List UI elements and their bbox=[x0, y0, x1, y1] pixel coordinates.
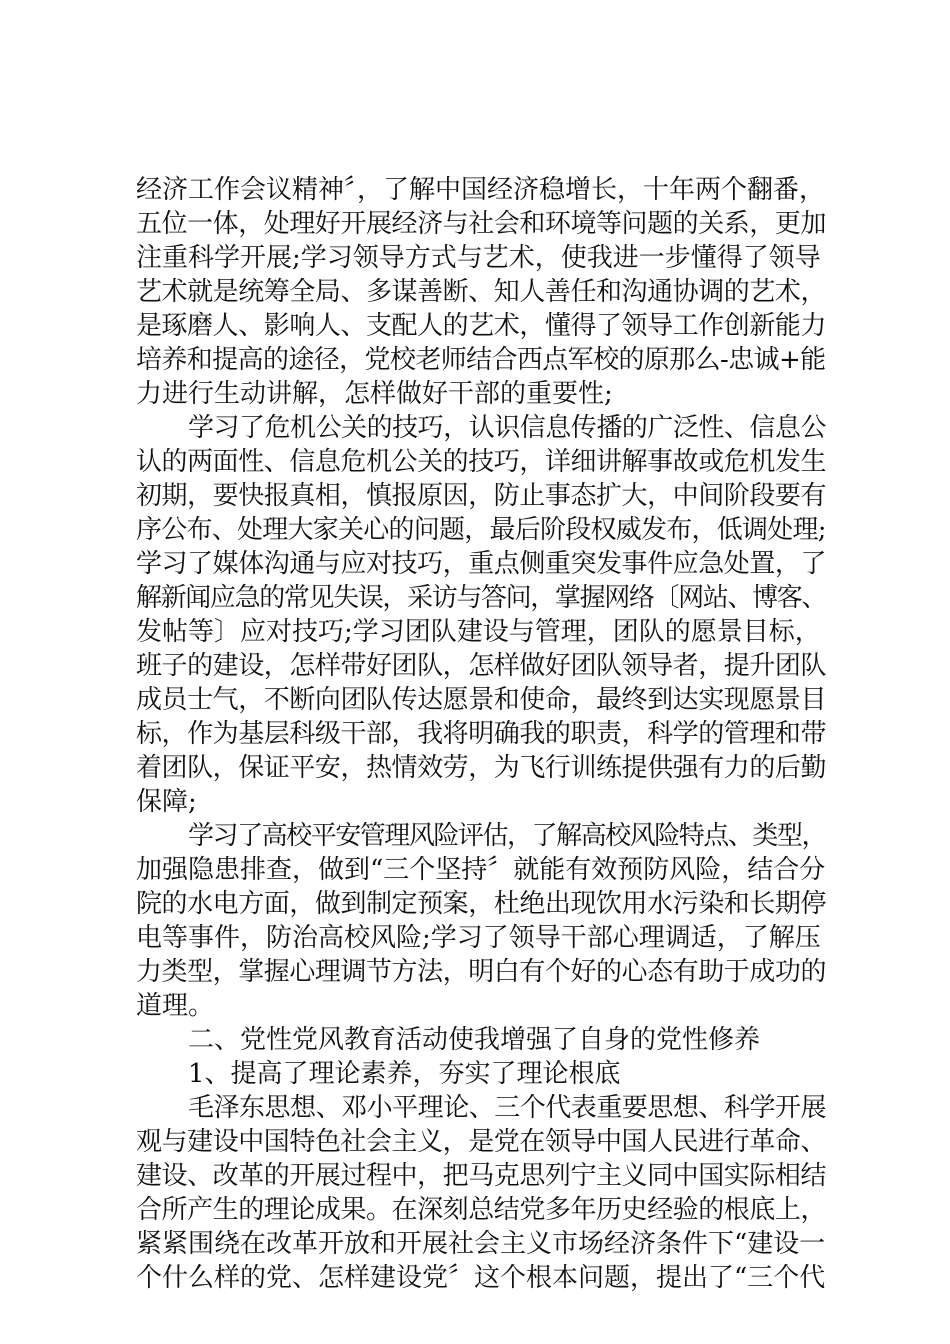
text-line: 是琢磨人、影响人、支配人的艺术，懂得了领导工作创新能力 bbox=[136, 311, 827, 341]
text-line: 着团队，保证平安，热情效劳，为飞行训练提供强有力的后勤 bbox=[136, 753, 827, 783]
text-line: 学习了危机公关的技巧，认识信息传播的广泛性、信息公 bbox=[188, 413, 827, 443]
text-line: 学习了高校平安管理风险评估，了解高校风险特点、类型， bbox=[188, 821, 827, 851]
text-line: 艺术就是统筹全局、多谋善断、知人善任和沟通协调的艺术， bbox=[136, 277, 827, 307]
text-line: 培养和提高的途径，党校老师结合西点军校的原那么-忠诚+能 bbox=[136, 345, 826, 375]
text-line: 个什么样的党、怎样建设党〞这个根本问题，提出了“三个代 bbox=[136, 1263, 826, 1293]
text-line: 力进行生动讲解，怎样做好干部的重要性; bbox=[136, 379, 613, 409]
text-line: 标，作为基层科级干部，我将明确我的职责，科学的管理和带 bbox=[136, 719, 827, 749]
text-line: 学习了媒体沟通与应对技巧，重点侧重突发事件应急处置，了 bbox=[136, 549, 827, 579]
text-line: 五位一体，处理好开展经济与社会和环境等问题的关系，更加 bbox=[136, 209, 827, 239]
text-line: 保障; bbox=[136, 787, 197, 817]
text-line: 序公布、处理大家关心的问题，最后阶段权威发布，低调处理; bbox=[136, 515, 826, 545]
text-line: 毛泽东思想、邓小平理论、三个代表重要思想、科学开展 bbox=[188, 1093, 827, 1123]
text-line: 初期，要快报真相，慎报原因，防止事态扩大，中间阶段要有 bbox=[136, 481, 827, 511]
text-line: 解新闻应急的常见失误，采访与答问，掌握网络〔网站、博客、 bbox=[136, 583, 827, 613]
text-line: 观与建设中国特色社会主义，是党在领导中国人民进行革命、 bbox=[136, 1127, 827, 1157]
text-line: 力类型，掌握心理调节方法，明白有个好的心态有助于成功的 bbox=[136, 957, 827, 987]
subsection-heading: 1、提高了理论素养，夯实了理论根底 bbox=[188, 1059, 621, 1089]
text-line: 加强隐患排查，做到“三个坚持〞就能有效预防风险，结合分 bbox=[136, 855, 826, 885]
text-line: 院的水电方面，做到制定预案，杜绝出现饮用水污染和长期停 bbox=[136, 889, 827, 919]
body-text bbox=[136, 173, 826, 1295]
section-heading: 二、党性党风教育活动使我增强了自身的党性修养 bbox=[188, 1025, 761, 1055]
text-line: 经济工作会议精神〞，了解中国经济稳增长，十年两个翻番， bbox=[136, 175, 826, 205]
text-line: 注重科学开展;学习领导方式与艺术，使我进一步懂得了领导 bbox=[136, 243, 821, 273]
text-line: 道理。 bbox=[136, 991, 215, 1021]
text-line: 班子的建设，怎样带好团队，怎样做好团队领导者，提升团队 bbox=[136, 651, 827, 681]
text-line: 认的两面性、信息危机公关的技巧，详细讲解事故或危机发生 bbox=[136, 447, 827, 477]
text-line: 合所产生的理论成果。在深刻总结党多年历史经验的根底上， bbox=[136, 1195, 827, 1225]
text-line: 成员士气，不断向团队传达愿景和使命，最终到达实现愿景目 bbox=[136, 685, 827, 715]
text-line: 发帖等〕应对技巧;学习团队建设与管理，团队的愿景目标， bbox=[136, 617, 821, 647]
text-line: 建设、改革的开展过程中，把马克思列宁主义同中国实际相结 bbox=[136, 1161, 827, 1191]
text-line: 电等事件，防治高校风险;学习了领导干部心理调适，了解压 bbox=[136, 923, 821, 953]
text-line: 紧紧围绕在改革开放和开展社会主义市场经济条件下“建设一 bbox=[136, 1229, 826, 1259]
